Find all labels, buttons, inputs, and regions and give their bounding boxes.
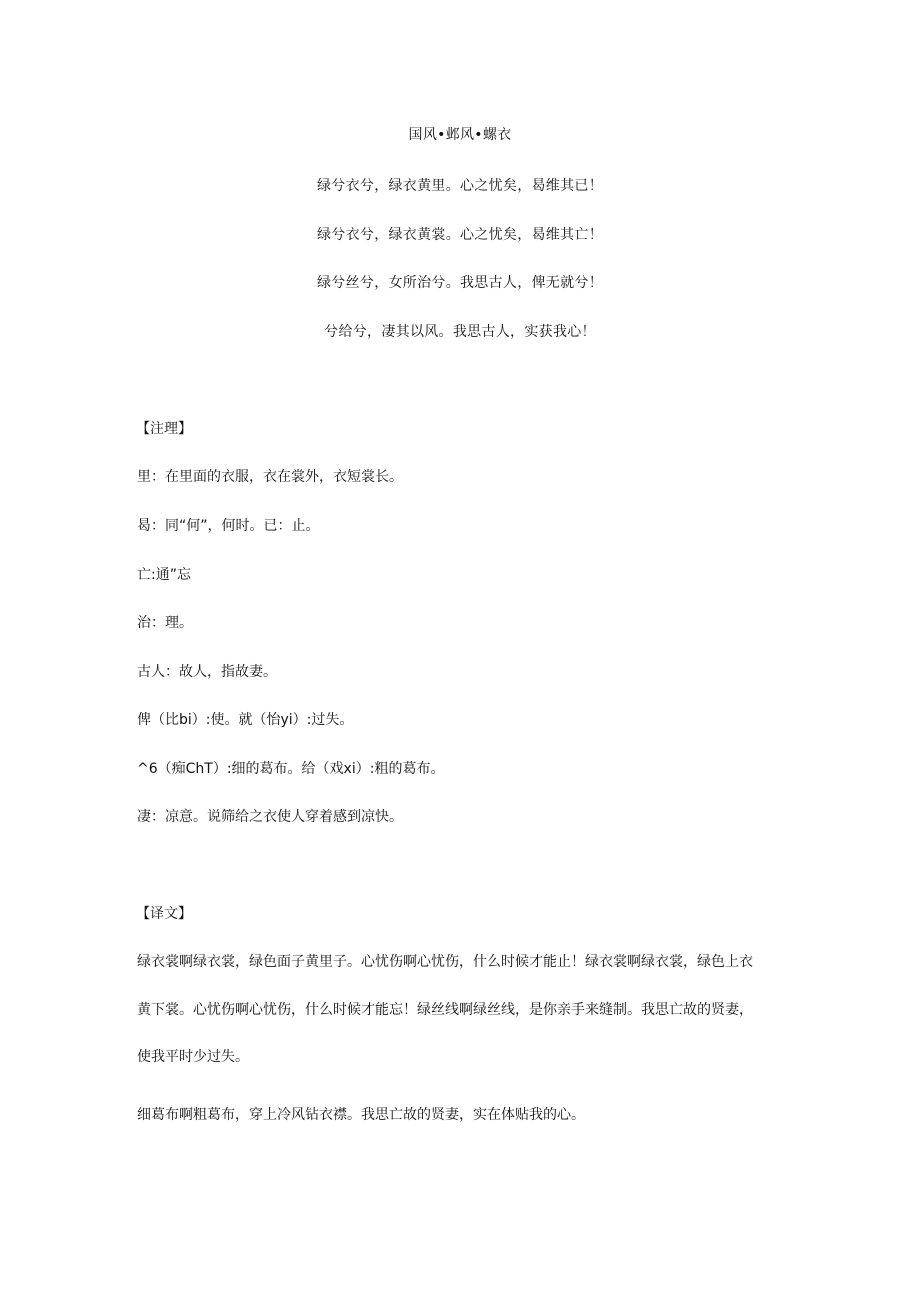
note-item: 治：理。 (137, 615, 193, 631)
translation-heading: 【译文】 (136, 906, 192, 922)
poem-verse: 绿兮衣兮，绿衣黄裳。心之忧矣，曷维其亡！ (317, 227, 603, 243)
note-item: ^6（痴ChT）:细的葛布。给（戏xi）:粗的葛布。 (137, 761, 445, 777)
translation-line: 黄下裳。心忧伤啊心忧伤，什么时候才能忘！绿丝线啊绿丝线，是你亲手来缝制。我思亡故的贤妻， (137, 1002, 753, 1018)
note-item: 凄：凉意。说筛给之衣使人穿着感到凉快。 (137, 809, 403, 825)
translation-line: 使我平时少过失。 (137, 1049, 249, 1065)
translation-line: 绿衣裳啊绿衣裳，绿色面子黄里子。心忧伤啊心忧伤，什么时候才能止！绿衣裳啊绿衣裳，绿色上衣 (137, 954, 753, 970)
translation-line: 细葛布啊粗葛布，穿上冷风钻衣襟。我思亡故的贤妻，实在体贴我的心。 (137, 1107, 585, 1123)
notes-heading: 【注理】 (136, 421, 192, 437)
poem-verse: 绿兮衣兮，绿衣黄里。心之忧矣，曷维其已！ (317, 178, 603, 194)
poem-verse: 兮给兮，凄其以风。我思古人，实获我心！ (324, 324, 596, 340)
note-item: 曷：同“何”，何时。已：止。 (137, 518, 320, 534)
poem-verse: 绿兮丝兮，女所治兮。我思古人，俾无就兮！ (317, 275, 603, 291)
note-item: 里：在里面的衣服，衣在裳外，衣短裳长。 (137, 469, 403, 485)
note-item: 古人：故人，指故妻。 (137, 664, 277, 680)
poem-title: 国风•邺风•螺衣 (408, 127, 512, 143)
note-item: 亡:通”忘 (137, 567, 191, 583)
note-item: 俾（比bi）:使。就（怡yi）:过失。 (137, 712, 354, 728)
